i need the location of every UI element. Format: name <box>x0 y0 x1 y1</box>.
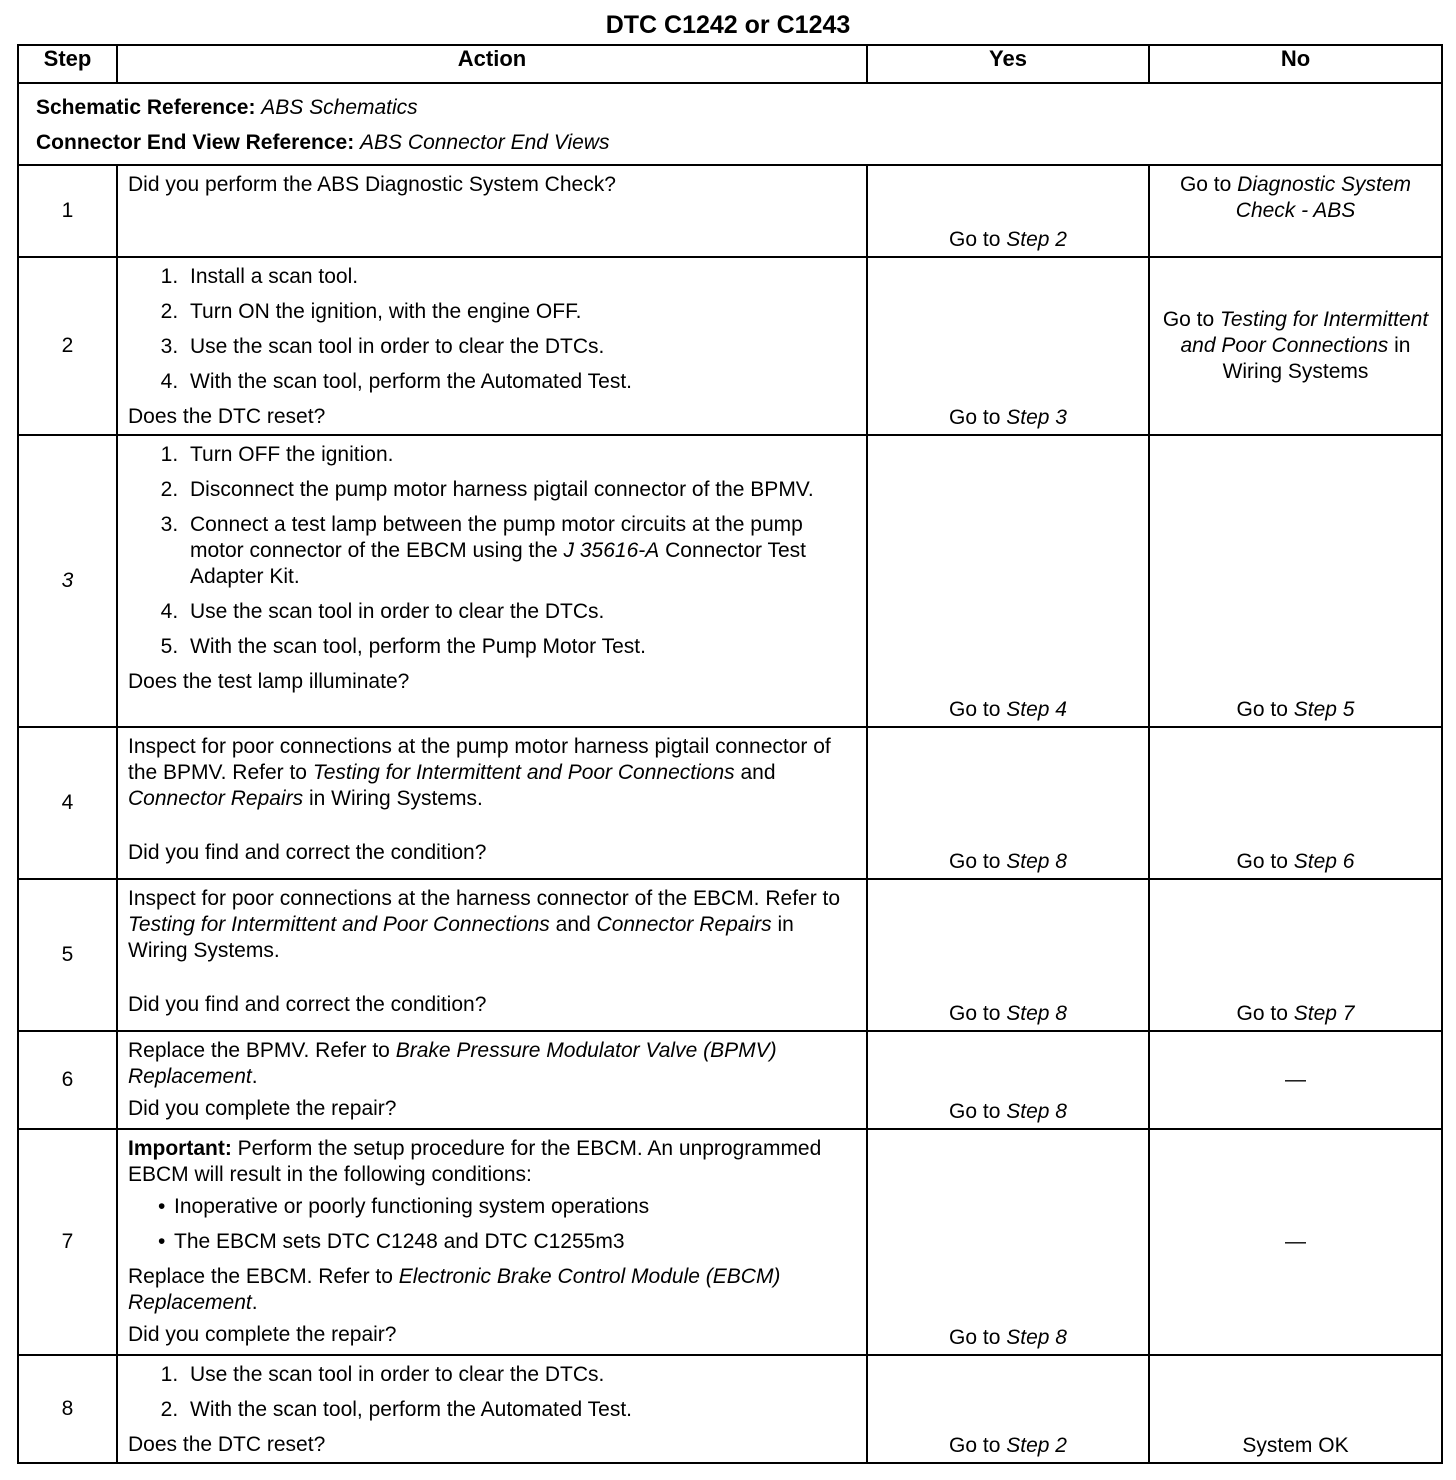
step-row-2 <box>18 257 1442 435</box>
description-text: Replace the EBCM. Refer to <box>128 1265 393 1288</box>
yes-step-link[interactable]: Step 2 <box>1006 228 1067 251</box>
instruction-item: 1. Turn OFF the ignition. <box>184 442 856 468</box>
schematic-reference-link[interactable]: ABS Schematics <box>261 96 418 119</box>
no-step-link[interactable]: Step 6 <box>1293 850 1355 873</box>
go-to-text: Go to <box>949 850 1001 873</box>
no-cell: System OK <box>1149 1355 1442 1463</box>
step-question: Does the test lamp illuminate? <box>128 670 410 693</box>
description-text: Inspect for poor connections at the harness connector of the EBCM. Refer to <box>128 887 841 910</box>
no-cell <box>1149 435 1442 727</box>
connector-reference <box>36 125 1441 160</box>
reference-link[interactable]: Connector Repairs <box>596 913 772 936</box>
instruction-item: 5. With the scan tool, perform the Pump Motor Test. <box>184 634 856 660</box>
yes-step-link[interactable]: Step 8 <box>1006 1100 1067 1123</box>
step-question: Did you complete the repair? <box>128 1097 397 1120</box>
step-question: Did you complete the repair? <box>128 1323 397 1346</box>
instruction-item: 4. Use the scan tool in order to clear the DTCs. <box>184 599 856 625</box>
yes-cell <box>867 165 1149 257</box>
description-text: and <box>555 913 591 936</box>
header-no: No <box>1149 45 1442 83</box>
step-row-4 <box>18 727 1442 879</box>
step-action <box>117 1031 867 1129</box>
description-text: . <box>251 1291 258 1314</box>
step-action <box>117 727 867 879</box>
go-to-text: Go to <box>1236 850 1288 873</box>
no-step-link[interactable]: Step 5 <box>1293 698 1355 721</box>
step-action <box>117 435 867 727</box>
yes-cell <box>867 435 1149 727</box>
step-number: 2 <box>18 257 117 435</box>
yes-step-link[interactable]: Step 4 <box>1006 698 1067 721</box>
step-row-1 <box>18 165 1442 257</box>
no-cell <box>1149 165 1442 257</box>
go-to-text: Go to <box>949 228 1001 251</box>
schematic-reference-label: Schematic Reference: <box>36 96 256 119</box>
reference-link[interactable]: Brake Pressure Modulator Valve (BPMV) Replacement <box>128 1039 777 1088</box>
description-text: in Wiring Systems. <box>308 787 483 810</box>
no-cell <box>1149 257 1442 435</box>
instruction-text: Connector Test Adapter Kit. <box>190 539 806 588</box>
go-to-text: Go to <box>949 1100 1001 1123</box>
step-number: 5 <box>18 879 117 1031</box>
schematic-reference <box>36 90 1441 125</box>
step-number: 6 <box>18 1031 117 1129</box>
tool-reference[interactable]: J 35616-A <box>563 539 660 562</box>
step-question: Does the DTC reset? <box>128 405 326 428</box>
yes-cell <box>867 727 1149 879</box>
step-description <box>128 734 856 812</box>
step-description <box>128 1264 856 1316</box>
step-action <box>117 879 867 1031</box>
reference-link[interactable]: Testing for Intermittent and Poor Connections <box>128 913 550 936</box>
reference-row <box>18 83 1442 165</box>
yes-cell <box>867 257 1149 435</box>
step-number: 1 <box>18 165 117 257</box>
step-question: Did you find and correct the condition? <box>128 993 487 1016</box>
step-description <box>128 886 856 964</box>
go-to-text: Go to <box>1236 1002 1288 1025</box>
instruction-item: 1. Install a scan tool. <box>184 264 856 290</box>
step-row-3 <box>18 435 1442 727</box>
description-text: in Wiring Systems. <box>128 913 794 962</box>
connector-reference-link[interactable]: ABS Connector End Views <box>360 131 610 154</box>
step-action <box>117 1355 867 1463</box>
reference-cell <box>18 83 1442 165</box>
step-instructions <box>128 1362 856 1423</box>
instruction-item: 1. Use the scan tool in order to clear the DTCs. <box>184 1362 856 1388</box>
go-to-text: Go to <box>1162 308 1215 331</box>
yes-cell <box>867 1129 1149 1355</box>
no-step-link[interactable]: Testing for Intermittent and Poor Connections <box>1180 308 1429 357</box>
step-number: 7 <box>18 1129 117 1355</box>
yes-cell <box>867 1355 1149 1463</box>
go-to-text: Go to <box>949 1002 1001 1025</box>
condition-item: • The EBCM sets DTC C1248 and DTC C1255m3 <box>174 1229 856 1255</box>
page-title: DTC C1242 or C1243 <box>605 11 851 39</box>
go-to-text: Go to <box>949 698 1001 721</box>
step-number: 4 <box>18 727 117 879</box>
instruction-item: 4. With the scan tool, perform the Automated Test. <box>184 369 856 395</box>
no-cell <box>1149 879 1442 1031</box>
step-question: Did you perform the ABS Diagnostic System Check? <box>128 173 616 196</box>
header-yes: Yes <box>867 45 1149 83</box>
instruction-text: Connect a test lamp between the pump motor circuits at the pump motor connector of the EBCM using the <box>190 513 803 562</box>
no-cell <box>1149 727 1442 879</box>
instruction-item: 2. With the scan tool, perform the Automated Test. <box>184 1397 856 1423</box>
connector-reference-label: Connector End View Reference: <box>36 131 355 154</box>
header-step: Step <box>18 45 117 83</box>
step-question: Does the DTC reset? <box>128 1433 326 1456</box>
yes-step-link[interactable]: Step 8 <box>1006 1002 1067 1025</box>
description-text: Replace the BPMV. Refer to <box>128 1039 390 1062</box>
instruction-item: 3. Use the scan tool in order to clear the DTCs. <box>184 334 856 360</box>
step-instructions <box>128 442 856 660</box>
description-text: Inspect for poor connections at the pump motor harness pigtail connector of the BPMV. Refer to <box>128 735 831 784</box>
step-description <box>128 1038 856 1090</box>
step-row-6 <box>18 1031 1442 1129</box>
reference-link[interactable]: Testing for Intermittent and Poor Connections <box>312 761 735 784</box>
description-text: . <box>251 1065 258 1088</box>
yes-step-link[interactable]: Step 2 <box>1006 1434 1067 1457</box>
instruction-item: 2. Turn ON the ignition, with the engine OFF. <box>184 299 856 325</box>
go-to-text: Go to <box>949 1434 1001 1457</box>
step-question: Did you find and correct the condition? <box>128 841 487 864</box>
header-row <box>18 45 1442 83</box>
condition-item: • Inoperative or poorly functioning system operations <box>174 1194 856 1220</box>
yes-step-link[interactable]: Step 3 <box>1006 406 1067 429</box>
important-note <box>128 1136 856 1188</box>
diagnostic-table <box>17 44 1443 1464</box>
step-number: 3 <box>18 435 117 727</box>
description-text: and <box>740 761 776 784</box>
no-step-link[interactable]: Step 7 <box>1293 1002 1355 1025</box>
important-text: Perform the setup procedure for the EBCM. An unprogrammed EBCM will result in the following conditions: <box>128 1137 822 1186</box>
yes-step-link[interactable]: Step 8 <box>1006 850 1067 873</box>
header-action: Action <box>117 45 867 83</box>
step-action <box>117 257 867 435</box>
step-row-5 <box>18 879 1442 1031</box>
step-action <box>117 165 867 257</box>
yes-cell <box>867 1031 1149 1129</box>
no-cell: — <box>1149 1031 1442 1129</box>
step-row-7 <box>18 1129 1442 1355</box>
no-suffix-text: in Wiring Systems <box>1222 334 1411 383</box>
yes-cell <box>867 879 1149 1031</box>
instruction-item <box>184 512 856 590</box>
no-step-link[interactable]: Diagnostic System Check - ABS <box>1235 173 1412 222</box>
step-row-8 <box>18 1355 1442 1463</box>
no-cell: — <box>1149 1129 1442 1355</box>
reference-link[interactable]: Connector Repairs <box>128 787 304 810</box>
condition-list <box>128 1194 856 1255</box>
go-to-text: Go to <box>949 406 1001 429</box>
instruction-item: 2. Disconnect the pump motor harness pigtail connector of the BPMV. <box>184 477 856 503</box>
step-instructions <box>128 264 856 395</box>
step-action <box>117 1129 867 1355</box>
go-to-text: Go to <box>1236 698 1288 721</box>
step-number: 8 <box>18 1355 117 1463</box>
go-to-text: Go to <box>1179 173 1232 196</box>
reference-link[interactable]: Electronic Brake Control Module (EBCM) Replacement <box>128 1265 781 1314</box>
go-to-text: Go to <box>949 1326 1001 1349</box>
important-label: Important: <box>128 1137 232 1160</box>
yes-step-link[interactable]: Step 8 <box>1006 1326 1067 1349</box>
